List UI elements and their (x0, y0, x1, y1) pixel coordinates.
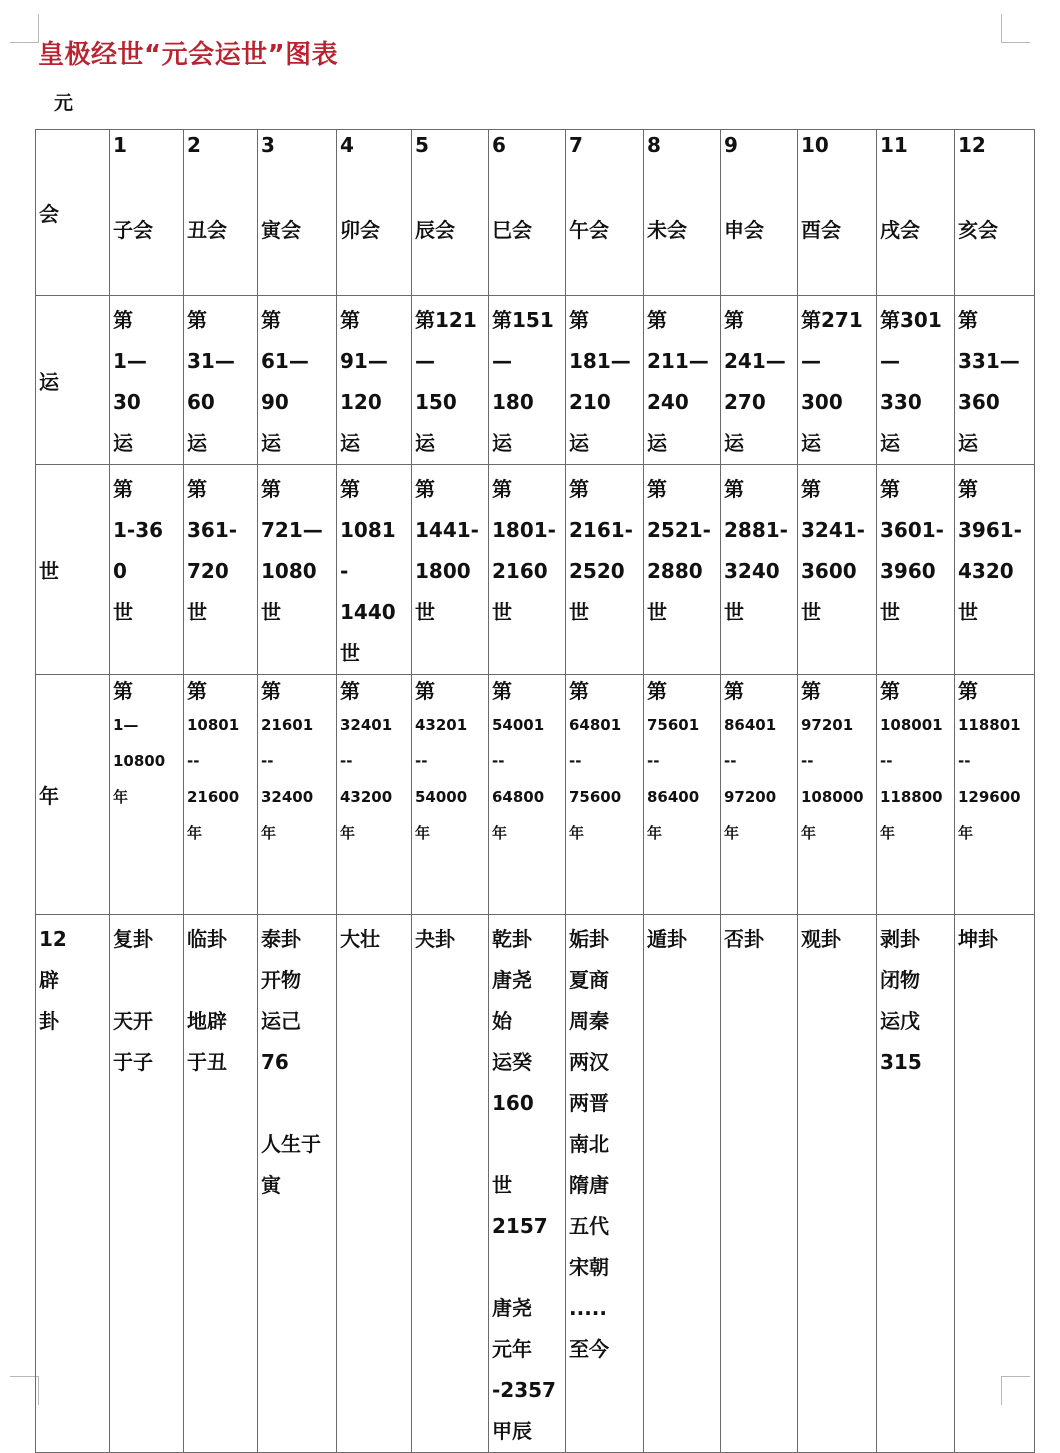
yun-range: 第 1— 30 运 (113, 308, 147, 455)
hui-name: 巳会 (492, 218, 532, 242)
shi-cell (798, 465, 877, 675)
nian-range: 64801 -- 75600 年 (569, 716, 622, 842)
yun-cell (110, 296, 184, 465)
yun-range: 第 31— 60 运 (187, 308, 235, 455)
row-label-shi: 世 (36, 465, 110, 675)
shi-cell (110, 465, 184, 675)
nian-cell (644, 675, 721, 915)
nian-prefix: 第 (492, 679, 512, 703)
nian-prefix: 第 (880, 679, 900, 703)
yun-range: 第 181— 210 运 (569, 308, 631, 455)
gua-text: 观卦 (801, 927, 841, 951)
nian-range: 32401 -- 43200 年 (340, 716, 393, 842)
hui-number: 4 (340, 133, 354, 157)
yun-cell (721, 296, 798, 465)
nian-range: 21601 -- 32400 年 (261, 716, 314, 842)
shi-cell (489, 465, 566, 675)
hui-number: 8 (647, 133, 661, 157)
hui-name: 申会 (724, 218, 764, 242)
gua-cell (798, 915, 877, 1453)
hui-cell (489, 130, 566, 296)
page-corner-top-left (10, 14, 39, 43)
gua-cell (184, 915, 258, 1453)
hui-cell (798, 130, 877, 296)
hui-cell (412, 130, 489, 296)
hui-row (36, 130, 1035, 296)
gua-cell (721, 915, 798, 1453)
yun-range: 第 91— 120 运 (340, 308, 388, 455)
nian-prefix: 第 (113, 679, 133, 703)
document-title: 皇极经世“元会运世”图表 (38, 40, 339, 70)
shi-row (36, 465, 1035, 675)
shi-range: 第 1801- 2160 世 (492, 477, 556, 624)
hui-number: 7 (569, 133, 583, 157)
yun-cell (877, 296, 955, 465)
nian-prefix: 第 (187, 679, 207, 703)
shi-cell (412, 465, 489, 675)
nian-cell (877, 675, 955, 915)
nian-range: 54001 -- 64800 年 (492, 716, 545, 842)
yun-cell (798, 296, 877, 465)
shi-range: 第 2521- 2880 世 (647, 477, 711, 624)
gua-text: 乾卦 唐尧 始 运癸 160 世 2157 唐尧 元年 -2357 甲辰 (492, 927, 556, 1443)
hui-number: 11 (880, 133, 908, 157)
hui-cell (721, 130, 798, 296)
hui-number: 9 (724, 133, 738, 157)
hui-name: 寅会 (261, 218, 301, 242)
hui-name: 子会 (113, 218, 153, 242)
yun-cell (566, 296, 644, 465)
hui-name: 未会 (647, 218, 687, 242)
gua-cell (110, 915, 184, 1453)
row-label-gua: 12 辟 卦 (36, 915, 110, 1453)
nian-range: 1— 10800 年 (113, 716, 166, 806)
hui-name: 辰会 (415, 218, 455, 242)
nian-prefix: 第 (569, 679, 589, 703)
yun-range: 第121— 150 运 (415, 308, 477, 455)
hui-number: 12 (958, 133, 986, 157)
yun-range: 第301— 330 运 (880, 308, 942, 455)
row-label-hui: 会 (36, 130, 110, 296)
nian-prefix: 第 (801, 679, 821, 703)
yun-range: 第271— 300 运 (801, 308, 863, 455)
nian-range: 118801 -- 129600 年 (958, 716, 1021, 842)
nian-range: 43201 -- 54000 年 (415, 716, 468, 842)
yun-cell (258, 296, 337, 465)
hui-name: 卯会 (340, 218, 380, 242)
gua-text: 剥卦 闭物 运戊 315 (880, 927, 922, 1074)
nian-range: 97201 -- 108000 年 (801, 716, 864, 842)
nian-range: 10801 -- 21600 年 (187, 716, 240, 842)
hui-name: 午会 (569, 218, 609, 242)
shi-range: 第 1441- 1800 世 (415, 477, 479, 624)
yun-range: 第 331— 360 运 (958, 308, 1020, 455)
yun-range: 第 61— 90 运 (261, 308, 309, 455)
gua-text: 大壮 (340, 927, 380, 951)
yun-cell (489, 296, 566, 465)
shi-range: 第 3601- 3960 世 (880, 477, 944, 624)
hui-number: 5 (415, 133, 429, 157)
hui-cell (566, 130, 644, 296)
hui-name: 亥会 (958, 218, 998, 242)
gua-row (36, 915, 1035, 1453)
nian-prefix: 第 (647, 679, 667, 703)
yun-cell (337, 296, 412, 465)
row-label-nian: 年 (36, 675, 110, 915)
nian-row (36, 675, 1035, 915)
nian-range: 75601 -- 86400 年 (647, 716, 700, 842)
page-corner-top-right (1001, 14, 1030, 43)
gua-cell (644, 915, 721, 1453)
shi-cell (258, 465, 337, 675)
nian-cell (955, 675, 1035, 915)
hui-number: 1 (113, 133, 127, 157)
nian-cell (258, 675, 337, 915)
hui-cell (337, 130, 412, 296)
shi-cell (184, 465, 258, 675)
gua-cell (877, 915, 955, 1453)
gua-text: 姤卦 夏商 周秦 两汉 两晋 南北 隋唐 五代 宋朝 ..... 至今 (569, 927, 609, 1361)
nian-cell (412, 675, 489, 915)
shi-range: 第 1081 - 1440 世 (340, 477, 396, 665)
shi-range: 第 2881- 3240 世 (724, 477, 788, 624)
hui-cell (877, 130, 955, 296)
hui-name: 酉会 (801, 218, 841, 242)
yun-cell (955, 296, 1035, 465)
hui-cell (110, 130, 184, 296)
nian-prefix: 第 (958, 679, 978, 703)
yun-range: 第151— 180 运 (492, 308, 554, 455)
gua-text: 夬卦 (415, 927, 455, 951)
hui-cell (258, 130, 337, 296)
gua-text: 复卦 天开 于子 (113, 927, 153, 1074)
gua-text: 临卦 地辟 于丑 (187, 927, 227, 1074)
shi-range: 第 3961- 4320 世 (958, 477, 1022, 624)
yun-cell (644, 296, 721, 465)
shi-cell (721, 465, 798, 675)
hui-cell (184, 130, 258, 296)
shi-cell (566, 465, 644, 675)
nian-cell (110, 675, 184, 915)
shi-range: 第 1-36 0 世 (113, 477, 164, 624)
gua-cell (955, 915, 1035, 1453)
nian-cell (184, 675, 258, 915)
gua-text: 否卦 (724, 927, 764, 951)
hui-name: 戌会 (880, 218, 920, 242)
nian-range: 108001 -- 118800 年 (880, 716, 943, 842)
yun-row (36, 296, 1035, 465)
gua-text: 遁卦 (647, 927, 687, 951)
hui-cell (644, 130, 721, 296)
nian-cell (721, 675, 798, 915)
row-label-yun: 运 (36, 296, 110, 465)
yun-range: 第 241— 270 运 (724, 308, 786, 455)
nian-prefix: 第 (340, 679, 360, 703)
shi-cell (955, 465, 1035, 675)
shi-range: 第 361- 720 世 (187, 477, 238, 624)
yun-cell (412, 296, 489, 465)
gua-text: 坤卦 (958, 927, 998, 951)
document-subtitle: 元 (54, 92, 74, 114)
nian-cell (566, 675, 644, 915)
shi-range: 第 3241- 3600 世 (801, 477, 865, 624)
shi-cell (877, 465, 955, 675)
gua-cell (258, 915, 337, 1453)
hui-number: 2 (187, 133, 201, 157)
yun-range: 第 211— 240 运 (647, 308, 709, 455)
nian-cell (489, 675, 566, 915)
shi-cell (644, 465, 721, 675)
yun-cell (184, 296, 258, 465)
nian-cell (337, 675, 412, 915)
gua-text: 泰卦 开物 运己 76 人生于 寅 (261, 927, 321, 1197)
nian-prefix: 第 (415, 679, 435, 703)
nian-range: 86401 -- 97200 年 (724, 716, 777, 842)
yuan-hui-yun-shi-table (35, 129, 1035, 1453)
nian-prefix: 第 (724, 679, 744, 703)
nian-prefix: 第 (261, 679, 281, 703)
gua-cell (337, 915, 412, 1453)
hui-number: 10 (801, 133, 829, 157)
gua-cell (489, 915, 566, 1453)
shi-range: 第 2161- 2520 世 (569, 477, 633, 624)
gua-cell (412, 915, 489, 1453)
gua-cell (566, 915, 644, 1453)
shi-range: 第 721— 1080 世 (261, 477, 323, 624)
hui-name: 丑会 (187, 218, 227, 242)
hui-number: 6 (492, 133, 506, 157)
hui-number: 3 (261, 133, 275, 157)
shi-cell (337, 465, 412, 675)
nian-cell (798, 675, 877, 915)
hui-cell (955, 130, 1035, 296)
